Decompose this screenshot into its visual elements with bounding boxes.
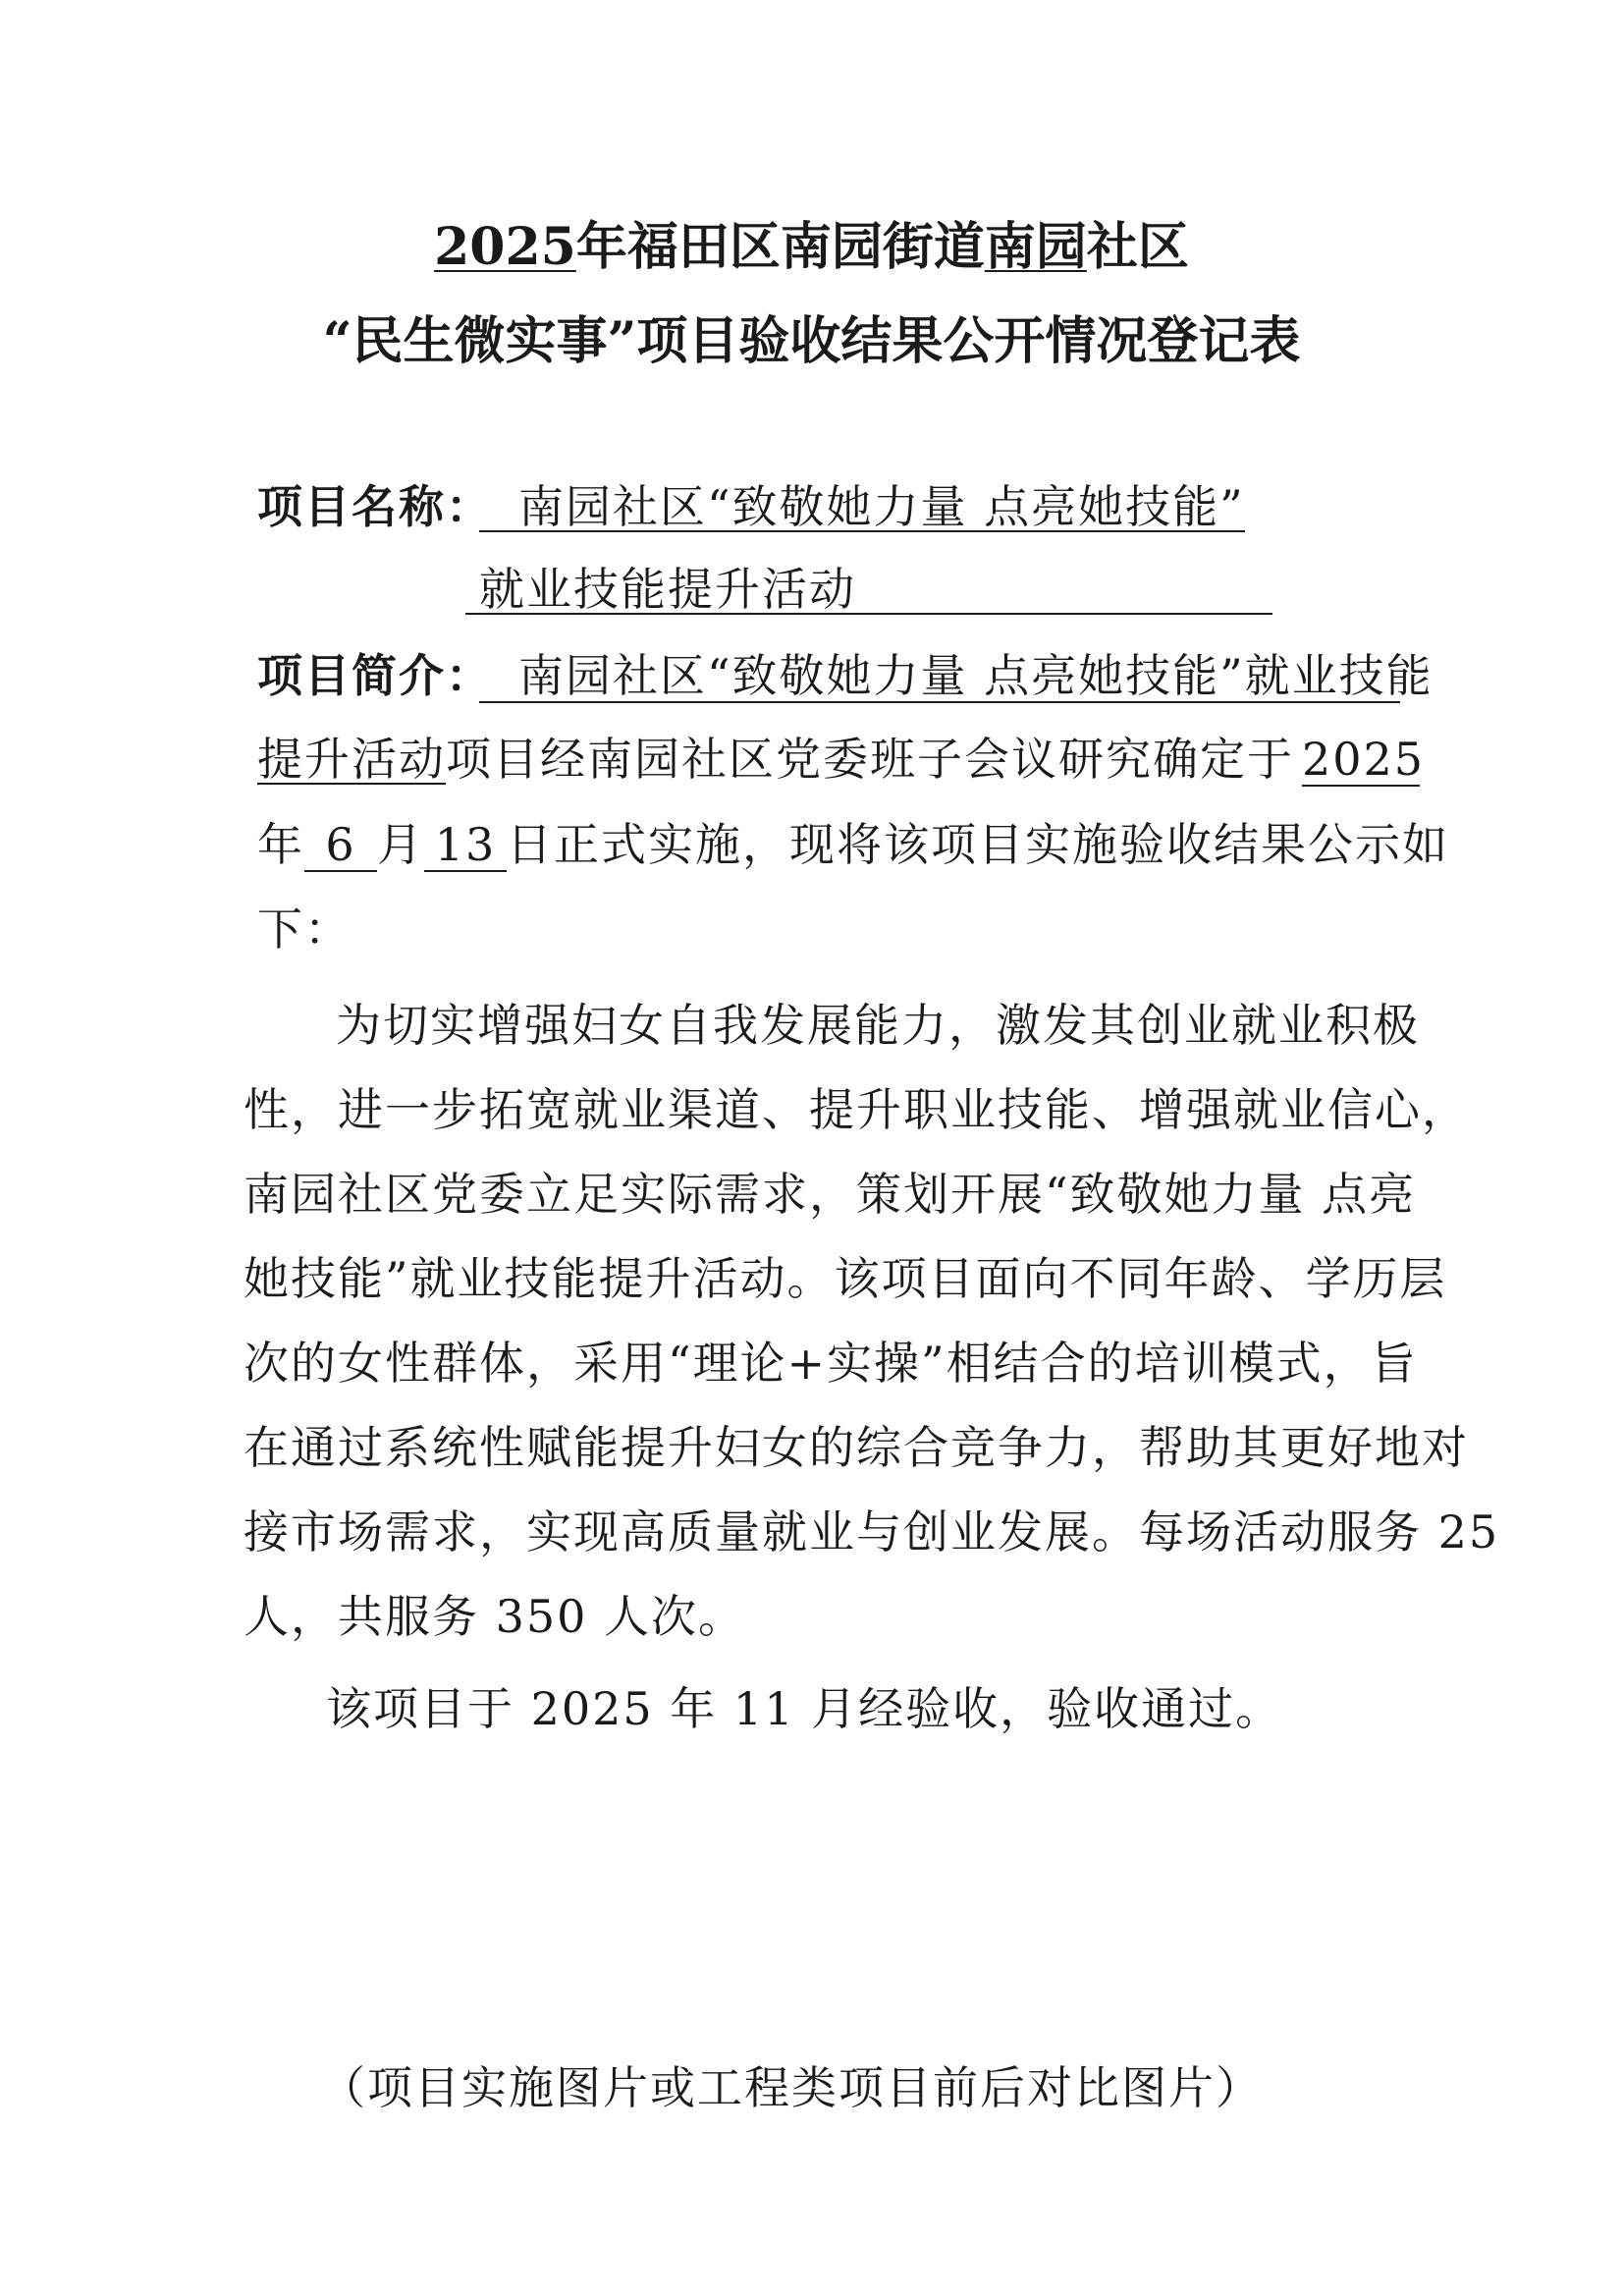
body-line-6: 在通过系统性赋能提升妇女的综合竞争力，帮助其更好地对: [243, 1421, 1469, 1474]
project-intro-text-line3: 日正式实施，现将该项目实施验收结果公示如: [507, 818, 1449, 871]
project-name-value-line1: 南园社区“致敬她力量 点亮她技能”: [518, 480, 1245, 533]
project-intro-line4: 下：: [257, 902, 352, 956]
year-unit: 年: [257, 818, 304, 871]
implement-year: 2025: [1302, 733, 1426, 786]
project-intro-row: [257, 648, 1434, 703]
project-intro-label: 项目简介：: [257, 649, 493, 702]
project-name-value-line2: 就业技能提升活动: [479, 563, 856, 616]
title-year: 2025: [434, 217, 576, 277]
project-intro-value-line1: 南园社区“致敬她力量 点亮她技能”就业技能: [518, 649, 1434, 702]
title-line1-mid: 年福田区南园街道: [575, 217, 985, 277]
project-name-row: [257, 479, 1245, 534]
title-community: 南园: [984, 217, 1087, 277]
project-intro-value-line2: 提升活动: [257, 733, 446, 786]
project-intro-text-line2: 项目经南园社区党委班子会议研究确定于: [446, 733, 1294, 786]
body-line-8: 人，共服务 350 人次。: [243, 1590, 746, 1643]
implement-day: 13: [424, 819, 507, 872]
project-intro-line2: [257, 732, 1426, 787]
project-name-underline-2: [465, 613, 1272, 615]
project-intro-line3: [257, 817, 1449, 872]
project-intro-underline-1: [479, 701, 1400, 703]
body-line-2: 性，进一步拓宽就业渠道、提升职业技能、增强就业信心，: [243, 1083, 1469, 1136]
image-placeholder-note: （项目实施图片或工程类项目前后对比图片）: [320, 2061, 1263, 2114]
body-line-3: 南园社区党委立足实际需求，策划开展“致敬她力量 点亮: [243, 1168, 1417, 1221]
body-line-4: 她技能”就业技能提升活动。该项目面向不同年龄、学历层: [243, 1252, 1447, 1305]
implement-month: 6: [304, 819, 377, 872]
month-unit: 月: [377, 818, 424, 871]
acceptance-statement: 该项目于 2025 年 11 月经验收，验收通过。: [326, 1682, 1283, 1735]
body-line-1: 为切实增强妇女自我发展能力，激发其创业就业积极: [336, 999, 1420, 1052]
document-title-line1: [0, 218, 1623, 277]
body-line-5: 次的女性群体，采用“理论+实操”相结合的培训模式，旨: [243, 1337, 1418, 1390]
document-title-line2: “民生微实事”项目验收结果公开情况登记表: [322, 311, 1301, 371]
title-line1-end: 社区: [1086, 217, 1189, 277]
project-name-underline-1: [479, 530, 1245, 532]
project-name-label: 项目名称：: [257, 480, 493, 533]
body-line-7: 接市场需求，实现高质量就业与创业发展。每场活动服务 25: [243, 1505, 1500, 1558]
